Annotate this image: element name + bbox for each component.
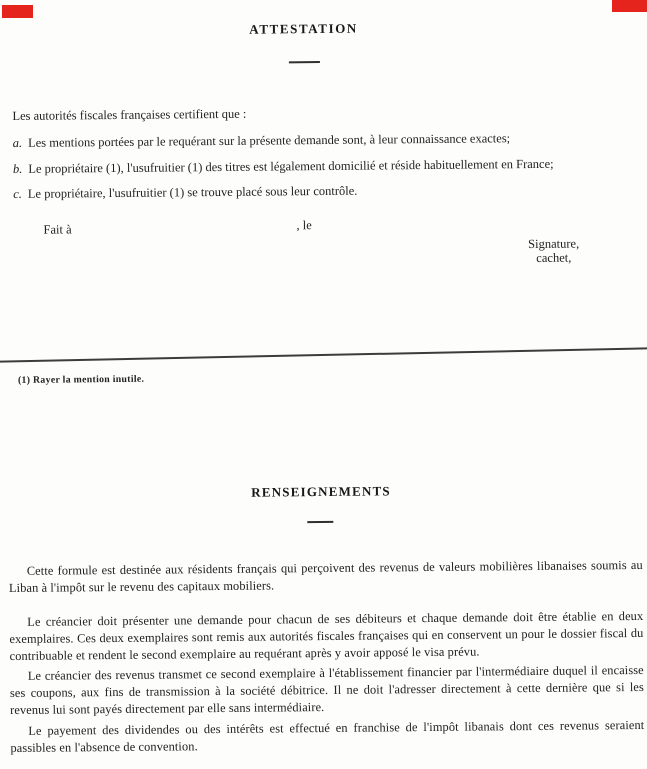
- item-a-label: a.: [12, 135, 23, 150]
- item-a-text: Les mentions portées par le requérant sur la présente demande sont, à leur connaissance exactes;: [27, 131, 511, 150]
- item-b-label: b.: [12, 161, 23, 176]
- signature-label: Signature,: [528, 236, 580, 252]
- renseignements-title: RENSEIGNEMENTS: [251, 483, 391, 500]
- title-separator-dash-2: [307, 521, 333, 523]
- footnote-text: (1) Rayer la mention inutile.: [17, 373, 145, 386]
- item-b-text: Le propriétaire (1), l'usufruitier (1) des titres est légalement domicilié et réside habituellement en France;: [28, 156, 554, 176]
- item-c-label: c.: [13, 186, 22, 201]
- renseignements-paragraph-4: Le payement des dividendes ou des intérêts est effectué en franchise de l'impôt libanais dont ces revenus seraient passibles en l'absence de convention.: [10, 717, 645, 755]
- signature-block: [504, 237, 604, 265]
- attestation-item-c: [13, 184, 357, 202]
- renseignements-paragraph-1: Cette formule est destinée aux résidents français qui perçoivent des revenus de valeurs mobilières libanaises soumis au Liban à l'impôt sur le revenu des capitaux mobiliers.: [8, 557, 643, 595]
- attestation-title: ATTESTATION: [249, 20, 358, 37]
- renseignements-paragraph-3: Le créancier des revenus transmet ce second exemplaire à l'établissement financier par l'intermédiaire duquel il encaisse ses coupons, aux fins de transmission à la société débitrice. Il ne doit l'adresser directement à cette dernière que si les revenus lui sont payés directement par elle sans intermédiaire.: [9, 662, 644, 717]
- renseignements-paragraph-2: Le créancier doit présenter une demande pour chacun de ses débiteurs et chaque demande doit être établie en deux exemplaires. Ces deux exemplaires sont remis aux autorités fiscales françaises qui en conservent un pour le dossier fiscal du contribuable et rendent le second exemplaire au requérant après y avoir apposé le visa prévu.: [9, 608, 644, 663]
- le-label: , le: [296, 218, 312, 233]
- cachet-label: cachet,: [536, 250, 572, 265]
- title-separator-dash: [289, 61, 320, 63]
- footnote-divider-line: [0, 347, 647, 362]
- attestation-item-a: [13, 131, 511, 151]
- attestation-item-b: [13, 157, 554, 177]
- attestation-intro: Les autorités fiscales françaises certifient que :: [12, 106, 247, 123]
- item-c-text: Le propriétaire, l'usufruitier (1) se trouve placé sous leur contrôle.: [27, 183, 358, 201]
- fait-a-label: Fait à: [43, 222, 72, 237]
